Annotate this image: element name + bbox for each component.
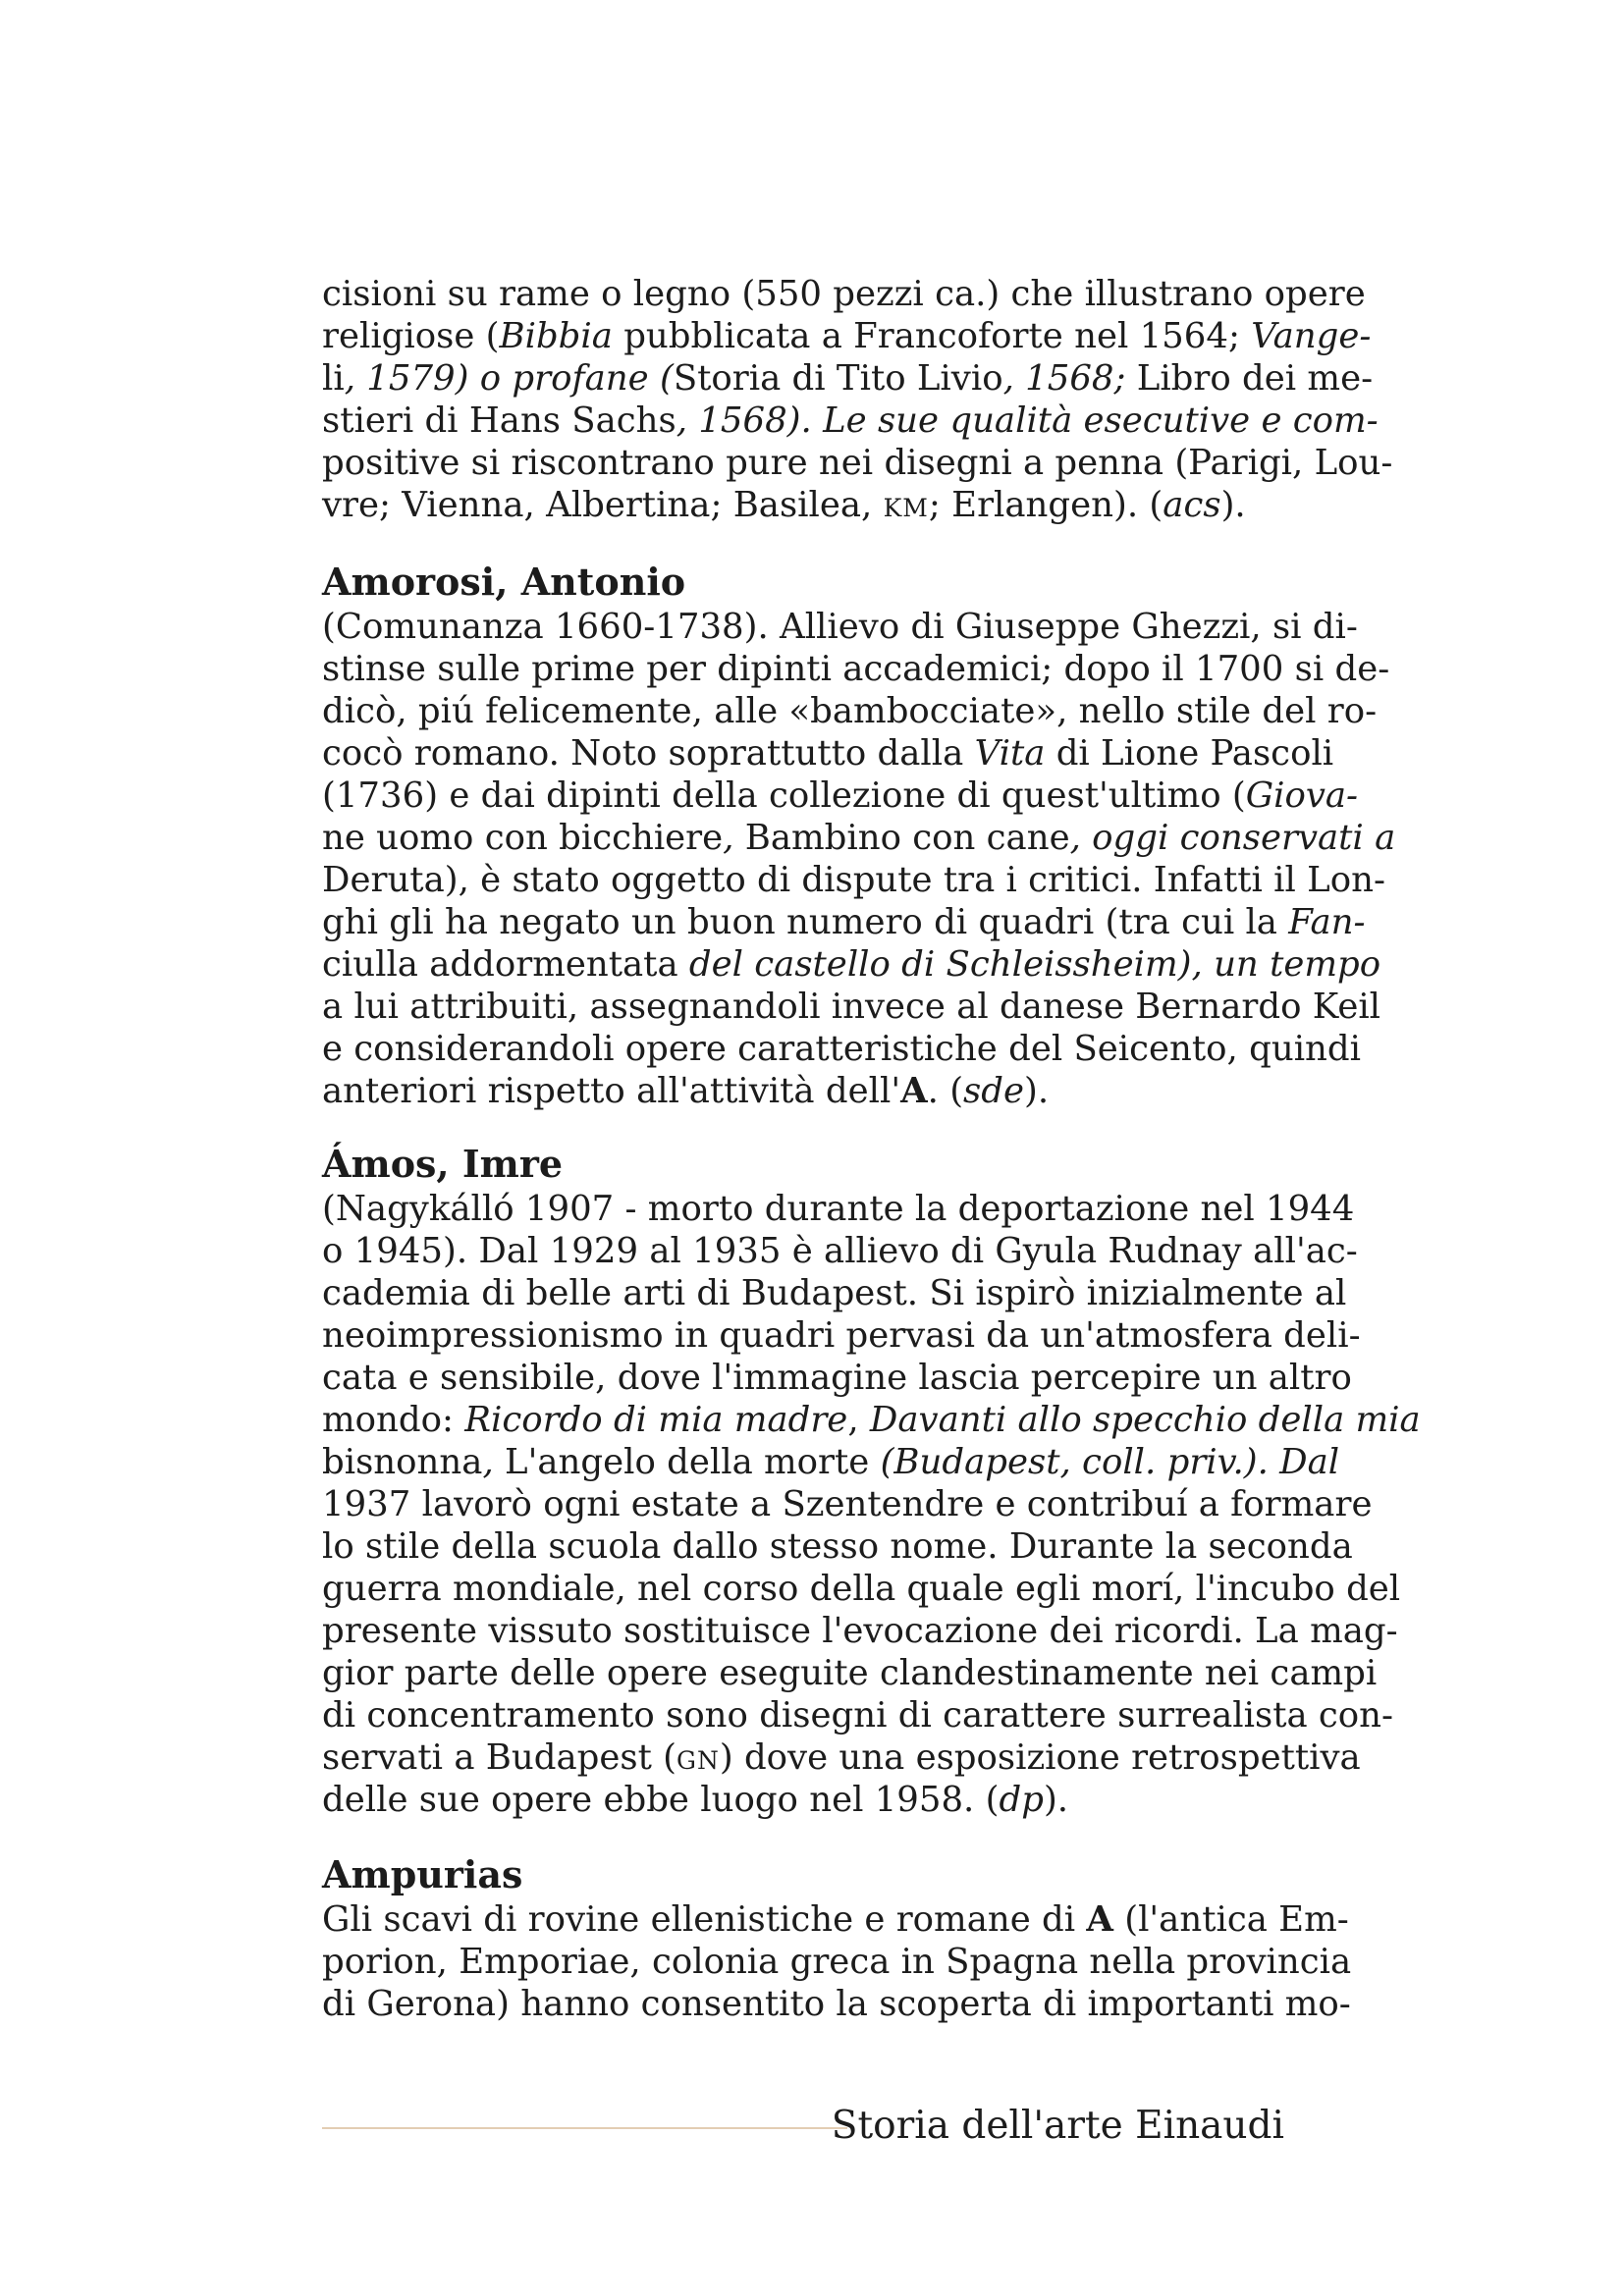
text-line: (Nagykálló 1907 - morto durante la deportazione nel 1944 bbox=[322, 1189, 1355, 1229]
text-line: lo stile della scuola dallo stesso nome. Durante la seconda bbox=[322, 1526, 1353, 1567]
text-line: a lui attribuiti, assegnandoli invece al danese Bernardo Keil bbox=[322, 987, 1381, 1027]
text-line: cisioni su rame o legno (550 pezzi ca.) che illustrano opere bbox=[322, 274, 1366, 314]
text-line: cademia di belle arti di Budapest. Si ispirò inizialmente al bbox=[322, 1273, 1347, 1313]
text-line: dicò, piú felicemente, alle «bambocciate», nello stile del ro- bbox=[322, 691, 1378, 731]
text-line: ghi gli ha negato un buon numero di quadri (tra cui la Fan- bbox=[322, 902, 1366, 942]
text-line: mondo: Ricordo di mia madre, Davanti allo specchio della mia bbox=[322, 1400, 1421, 1440]
text-line: servati a Budapest (gn) dove una esposizione retrospettiva bbox=[322, 1737, 1361, 1778]
text-line: bisnonna, L'angelo della morte (Budapest, coll. priv.). Dal bbox=[322, 1442, 1340, 1482]
text-line: e considerandoli opere caratteristiche del Seicento, quindi bbox=[322, 1029, 1361, 1069]
entry-body-amos bbox=[322, 1188, 1421, 1821]
text-line: Deruta), è stato oggetto di dispute tra i critici. Infatti il Lon- bbox=[322, 860, 1385, 900]
text-line: ne uomo con bicchiere, Bambino con cane, oggi conservati a bbox=[322, 818, 1396, 858]
page-content bbox=[322, 273, 1421, 2025]
footer-publication-title: Storia dell'arte Einaudi bbox=[831, 2104, 1284, 2148]
text-line: cocò romano. Noto soprattutto dalla Vita di Lione Pascoli bbox=[322, 733, 1334, 774]
text-line: Gli scavi di rovine ellenistiche e romane di A (l'antica Em- bbox=[322, 1899, 1349, 1940]
text-line: (Comunanza 1660-1738). Allievo di Giuseppe Ghezzi, si di- bbox=[322, 607, 1358, 647]
entry-title-amos: Ámos, Imre bbox=[322, 1142, 564, 1186]
text-line: o 1945). Dal 1929 al 1935 è allievo di Gyula Rudnay all'ac- bbox=[322, 1231, 1358, 1271]
text-line: vre; Vienna, Albertina; Basilea, km; Erlangen). (acs). bbox=[322, 485, 1246, 525]
text-line: di Gerona) hanno consentito la scoperta di importanti mo- bbox=[322, 1984, 1351, 2024]
text-line: presente vissuto sostituisce l'evocazione dei ricordi. La mag- bbox=[322, 1611, 1398, 1651]
text-line: delle sue opere ebbe luogo nel 1958. (dp). bbox=[322, 1780, 1069, 1820]
text-line: gior parte delle opere eseguite clandestinamente nei campi bbox=[322, 1653, 1378, 1693]
text-line: porion, Emporiae, colonia greca in Spagna nella provincia bbox=[322, 1942, 1352, 1982]
text-line: ciulla addormentata del castello di Schleissheim), un tempo bbox=[322, 944, 1381, 985]
text-line: neoimpressionismo in quadri pervasi da un'atmosfera deli- bbox=[322, 1315, 1361, 1356]
intro-paragraph bbox=[322, 273, 1393, 526]
text-line: 1937 lavorò ogni estate a Szentendre e contribuí a formare bbox=[322, 1484, 1373, 1524]
entry-body-ampurias bbox=[322, 1898, 1352, 2025]
entry-title-amorosi: Amorosi, Antonio bbox=[322, 560, 686, 604]
footer-rule bbox=[322, 2127, 847, 2129]
text-line: stieri di Hans Sachs, 1568). Le sue qualità esecutive e com- bbox=[322, 400, 1379, 441]
text-line: religiose (Bibbia pubblicata a Francoforte nel 1564; Vange- bbox=[322, 316, 1372, 356]
text-line: di concentramento sono disegni di carattere surrealista con- bbox=[322, 1695, 1394, 1735]
page-footer bbox=[322, 2099, 1284, 2158]
text-line: stinse sulle prime per dipinti accademici; dopo il 1700 si de- bbox=[322, 649, 1390, 689]
text-line: li, 1579) o profane (Storia di Tito Livio, 1568; Libro dei me- bbox=[322, 358, 1374, 399]
text-line: guerra mondiale, nel corso della quale egli morí, l'incubo del bbox=[322, 1569, 1401, 1609]
entry-title-ampurias: Ampurias bbox=[322, 1852, 523, 1896]
entry-body-amorosi bbox=[322, 606, 1396, 1112]
text-line: positive si riscontrano pure nei disegni a penna (Parigi, Lou- bbox=[322, 443, 1393, 483]
text-line: (1736) e dai dipinti della collezione di quest'ultimo (Giova- bbox=[322, 775, 1359, 816]
text-line: anteriori rispetto all'attività dell'A. (sde). bbox=[322, 1071, 1050, 1111]
text-line: cata e sensibile, dove l'immagine lascia percepire un altro bbox=[322, 1358, 1352, 1398]
